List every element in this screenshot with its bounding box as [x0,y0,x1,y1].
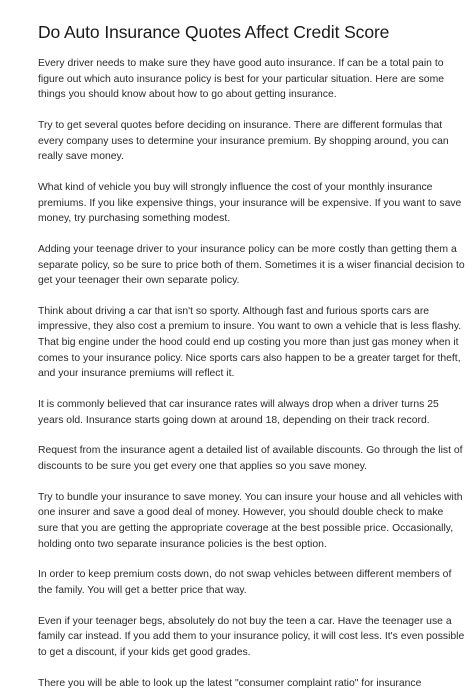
text-line: Even if your teenager begs, absolutely do not buy the teen a car. Have the teenager use a [38,615,452,627]
text-line: family car instead. If you add them to your insurance policy, it will cost less. It's even possible [38,631,465,643]
paragraph-7 [38,443,463,474]
text-line: separate policy, so be sure to price both of them. Sometimes it is a wiser financial decision to [38,259,465,271]
text-line: things you should know about how to go about getting insurance. [38,89,337,101]
paragraph-1 [38,56,445,103]
text-line: Try to bundle your insurance to save money. You can insure your house and all vehicles with [38,491,463,503]
text-line: every company uses to determine your insurance premium. By shopping around, you can [38,135,449,147]
text-line: Every driver needs to make sure they have good auto insurance. If can be a total pain to [38,58,444,69]
text-line: Think about driving a car that isn't so sporty. Although fast and furious sports cars are [38,305,430,317]
text-line: There you will be able to look up the latest "consumer complaint ratio" for insurance [38,677,422,689]
text-line: comes to your insurance policy. Nice sports cars also happen to be a greater target for theft, [38,352,461,364]
text-line: Adding your teenage driver to your insurance policy can be more costly than getting them a [38,243,457,255]
text-line: discounts to be sure you get every one that applies so you save money. [38,461,368,472]
paragraph-8 [38,490,463,552]
text-line: It is commonly believed that car insurance rates will always drop when a driver turns 25 [38,399,439,411]
text-line: figure out which auto insurance policy is best for your particular situation. Here are some [38,73,445,85]
text-line: premiums. If you like expensive things, your insurance will be expensive. If you want to save [38,197,462,209]
paragraph-2 [38,118,449,165]
text-line: sure that you are getting the appropriate coverage at the best possible price. Occasionally, [38,522,454,534]
text-line: to get a discount, if your kids get good grades. [38,646,251,658]
paragraph-5 [38,304,462,382]
text-line: one insurer and save a good deal of money. However, you should double check to make [38,507,444,519]
paragraph-9 [38,567,452,598]
text-line: get your teenager their own separate policy. [38,275,240,287]
text-line: Request from the insurance agent a detailed list of available discounts. Go through the list of [38,445,463,457]
text-line: the family. You will get a better price that way. [38,584,247,596]
paragraph-3 [38,180,462,227]
text-line: In order to keep premium costs down, do not swap vehicles between different members of [38,569,452,581]
text-line: That big engine under the hood could end up costing you more than just gas money when it [38,337,459,349]
paragraph-11 [38,676,438,691]
document-title: Do Auto Insurance Quotes Affect Credit Score [38,22,390,42]
text-line: impressive, they also cost a premium to insure. You want to own a vehicle that is less flashy. [38,321,462,333]
paragraph-6 [38,397,438,428]
text-line: What kind of vehicle you buy will strongly influence the cost of your monthly insurance [38,181,433,193]
text-line: Try to get several quotes before deciding on insurance. There are different formulas that [38,119,443,131]
paragraph-4 [38,242,465,289]
text-line: really save money. [38,151,124,163]
paragraph-10 [38,614,465,661]
text-line: holding onto two separate insurance policies is the best option. [38,538,327,550]
text-line: and your insurance premiums will reflect it. [38,368,235,380]
text-line: money, try purchasing something modest. [38,213,231,225]
text-line: years old. Insurance starts going down at around 18, depending on their track record. [38,414,430,426]
